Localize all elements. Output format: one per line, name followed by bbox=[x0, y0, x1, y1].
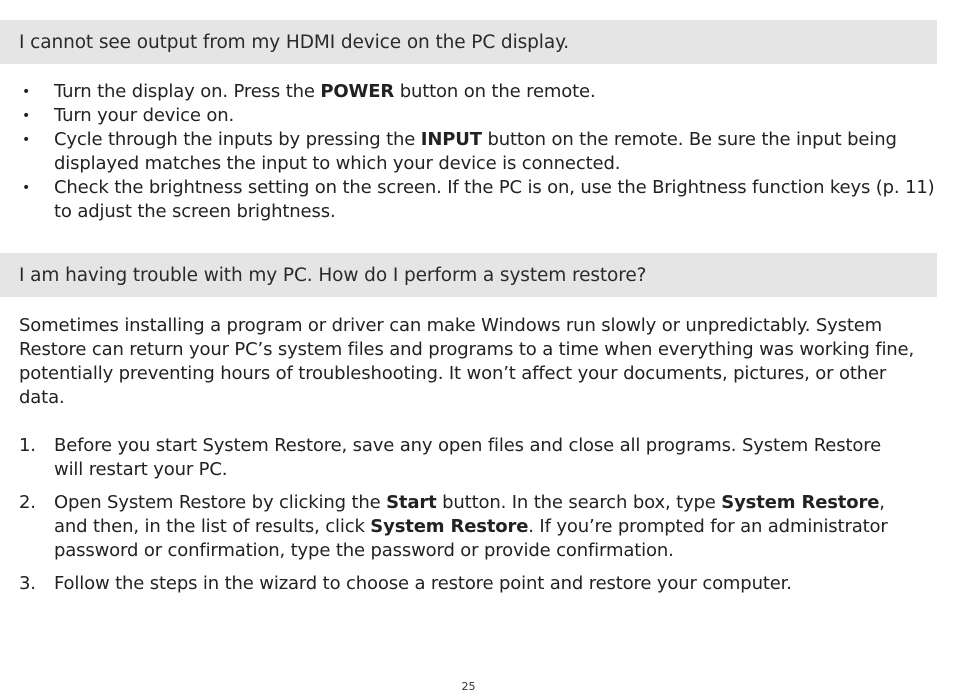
bullet-icon: • bbox=[22, 84, 31, 100]
step-number: 1. bbox=[19, 435, 36, 456]
bullet-icon: • bbox=[22, 132, 31, 148]
step-item bbox=[0, 572, 937, 596]
step-text: . If you’re prompted for an administrator password or confirmation, type the password or provide confirmation. bbox=[54, 516, 888, 561]
list-item bbox=[0, 80, 937, 104]
section-heading-text: I am having trouble with my PC. How do I perform a system restore? bbox=[19, 264, 647, 286]
list-item-text: Turn your device on. bbox=[54, 105, 235, 126]
section-heading-system-restore bbox=[0, 253, 937, 297]
step-bold: Start bbox=[386, 492, 437, 513]
step-item bbox=[0, 434, 937, 482]
list-item bbox=[0, 128, 937, 176]
list-item-text: Cycle through the inputs by pressing the bbox=[54, 129, 421, 150]
bullet-icon: • bbox=[22, 180, 31, 196]
step-text: button. In the search box, type bbox=[436, 492, 722, 513]
list-item-bold: POWER bbox=[320, 81, 395, 102]
page-number: 25 bbox=[461, 680, 476, 693]
system-restore-intro: Sometimes installing a program or driver can make Windows run slowly or unpredictably. System Restore can return your PC’s system files and programs to a time when everything was working fine, potentially preventing hours of troubleshooting. It won’t affect your documents, pictures, or other data. bbox=[19, 315, 915, 408]
step-text: Before you start System Restore, save any open files and close all programs. System Restore will restart your PC. bbox=[54, 435, 881, 480]
step-number: 3. bbox=[19, 573, 36, 594]
step-bold: System Restore bbox=[721, 492, 880, 513]
section-heading-hdmi bbox=[0, 20, 937, 64]
system-restore-steps bbox=[0, 434, 937, 605]
bullet-icon: • bbox=[22, 108, 31, 124]
list-item-text: button on the remote. Be sure the input being displayed matches the input to which your device is connected. bbox=[54, 129, 897, 174]
list-item-text: button on the remote. bbox=[394, 81, 596, 102]
section-heading-text: I cannot see output from my HDMI device on the PC display. bbox=[19, 31, 570, 53]
list-item-text: Turn the display on. Press the bbox=[54, 81, 321, 102]
step-bold: System Restore bbox=[370, 516, 529, 537]
step-text: , and then, in the list of results, click bbox=[54, 492, 885, 537]
list-item-bold: INPUT bbox=[420, 129, 482, 150]
hdmi-troubleshooting-list bbox=[0, 80, 937, 224]
step-text: Follow the steps in the wizard to choose a restore point and restore your computer. bbox=[54, 573, 792, 594]
step-text: Open System Restore by clicking the bbox=[54, 492, 387, 513]
list-item bbox=[0, 104, 937, 128]
step-number: 2. bbox=[19, 492, 36, 513]
step-item bbox=[0, 491, 937, 563]
list-item-text: Check the brightness setting on the screen. If the PC is on, use the Brightness function keys (p. 11) to adjust the screen brightness. bbox=[54, 177, 935, 222]
list-item bbox=[0, 176, 937, 224]
